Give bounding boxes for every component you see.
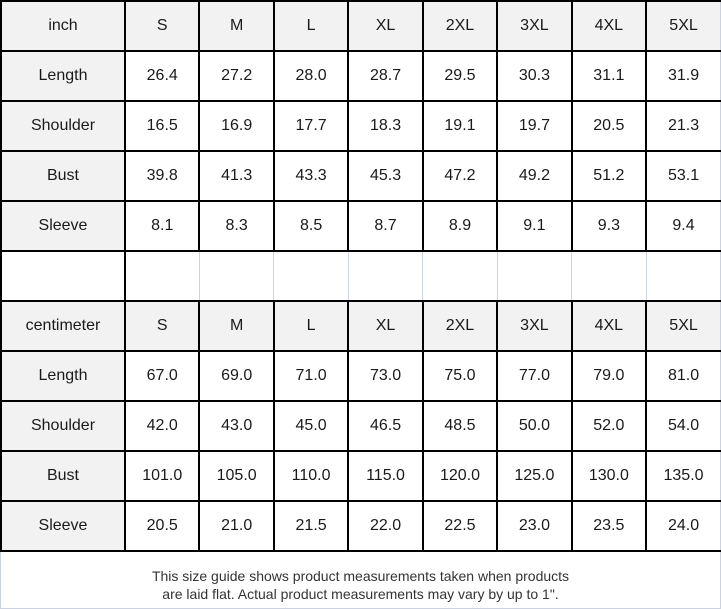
row-label-cell: Sleeve [1, 501, 125, 551]
measurement-cell: 115.0 [348, 451, 422, 501]
measurement-cell: 23.5 [572, 501, 646, 551]
spacer-cell [423, 251, 497, 301]
size-header-cell: 5XL [646, 301, 720, 351]
measurement-cell: 31.9 [646, 51, 720, 101]
measurement-cell: 54.0 [646, 401, 720, 451]
measurement-cell: 51.2 [572, 151, 646, 201]
measurement-cell: 48.5 [423, 401, 497, 451]
size-header-cell: S [125, 301, 199, 351]
size-header-cell: XL [348, 301, 422, 351]
measurement-cell: 8.5 [274, 201, 348, 251]
size-header-cell: 3XL [497, 1, 571, 51]
table-row [1, 501, 721, 551]
measurement-cell: 46.5 [348, 401, 422, 451]
spacer-cell [1, 251, 125, 301]
measurement-cell: 43.0 [199, 401, 273, 451]
unit-label-cell: centimeter [1, 301, 125, 351]
table-row [1, 351, 721, 401]
measurement-cell: 21.0 [199, 501, 273, 551]
size-header-cell: 5XL [646, 1, 720, 51]
size-header-cell: M [199, 1, 273, 51]
measurement-cell: 67.0 [125, 351, 199, 401]
measurement-cell: 16.9 [199, 101, 273, 151]
measurement-cell: 47.2 [423, 151, 497, 201]
measurement-cell: 9.3 [572, 201, 646, 251]
spacer-cell [199, 251, 273, 301]
measurement-cell: 9.1 [497, 201, 571, 251]
measurement-cell: 8.7 [348, 201, 422, 251]
row-label-cell: Bust [1, 151, 125, 201]
measurement-cell: 27.2 [199, 51, 273, 101]
measurement-cell: 77.0 [497, 351, 571, 401]
measurement-cell: 69.0 [199, 351, 273, 401]
measurement-cell: 20.5 [572, 101, 646, 151]
measurement-cell: 24.0 [646, 501, 720, 551]
disclaimer-line-2: are laid flat. Actual product measurements may vary by up to 1". [162, 586, 559, 602]
row-label-cell: Length [1, 351, 125, 401]
table-row [1, 151, 721, 201]
spacer-cell [572, 251, 646, 301]
spacer-row [1, 251, 721, 301]
table-row [1, 101, 721, 151]
measurement-cell: 22.5 [423, 501, 497, 551]
measurement-cell: 21.3 [646, 101, 720, 151]
measurement-cell: 101.0 [125, 451, 199, 501]
measurement-cell: 16.5 [125, 101, 199, 151]
size-header-cell: 3XL [497, 301, 571, 351]
measurement-cell: 130.0 [572, 451, 646, 501]
row-label-cell: Shoulder [1, 401, 125, 451]
measurement-cell: 19.7 [497, 101, 571, 151]
measurement-cell: 29.5 [423, 51, 497, 101]
measurement-cell: 8.1 [125, 201, 199, 251]
size-header-cell: 4XL [572, 301, 646, 351]
spacer-cell [274, 251, 348, 301]
row-label-cell: Sleeve [1, 201, 125, 251]
measurement-cell: 49.2 [497, 151, 571, 201]
measurement-cell: 45.3 [348, 151, 422, 201]
size-header-cell: S [125, 1, 199, 51]
spacer-cell [348, 251, 422, 301]
measurement-cell: 53.1 [646, 151, 720, 201]
measurement-cell: 71.0 [274, 351, 348, 401]
row-label-cell: Length [1, 51, 125, 101]
measurement-cell: 9.4 [646, 201, 720, 251]
measurement-cell: 45.0 [274, 401, 348, 451]
row-label-cell: Bust [1, 451, 125, 501]
measurement-cell: 23.0 [497, 501, 571, 551]
measurement-cell: 28.7 [348, 51, 422, 101]
measurement-cell: 50.0 [497, 401, 571, 451]
size-guide-disclaimer [0, 552, 721, 609]
size-header-cell: 2XL [423, 301, 497, 351]
table-row [1, 51, 721, 101]
measurement-cell: 28.0 [274, 51, 348, 101]
measurement-cell: 21.5 [274, 501, 348, 551]
measurement-cell: 110.0 [274, 451, 348, 501]
measurement-cell: 120.0 [423, 451, 497, 501]
measurement-cell: 125.0 [497, 451, 571, 501]
measurement-cell: 8.3 [199, 201, 273, 251]
measurement-cell: 73.0 [348, 351, 422, 401]
size-header-cell: 4XL [572, 1, 646, 51]
measurement-cell: 26.4 [125, 51, 199, 101]
measurement-cell: 31.1 [572, 51, 646, 101]
table-row [1, 201, 721, 251]
measurement-cell: 75.0 [423, 351, 497, 401]
size-header-cell: 2XL [423, 1, 497, 51]
measurement-cell: 8.9 [423, 201, 497, 251]
size-header-cell: L [274, 301, 348, 351]
measurement-cell: 18.3 [348, 101, 422, 151]
size-header-cell: L [274, 1, 348, 51]
measurement-cell: 20.5 [125, 501, 199, 551]
measurement-cell: 41.3 [199, 151, 273, 201]
measurement-cell: 17.7 [274, 101, 348, 151]
measurement-cell: 79.0 [572, 351, 646, 401]
measurement-cell: 30.3 [497, 51, 571, 101]
inch-header-row [1, 1, 721, 51]
size-header-cell: XL [348, 1, 422, 51]
measurement-cell: 43.3 [274, 151, 348, 201]
measurement-cell: 42.0 [125, 401, 199, 451]
measurement-cell: 81.0 [646, 351, 720, 401]
measurement-cell: 52.0 [572, 401, 646, 451]
measurement-cell: 19.1 [423, 101, 497, 151]
spacer-cell [646, 251, 720, 301]
measurement-cell: 135.0 [646, 451, 720, 501]
spacer-cell [125, 251, 199, 301]
row-label-cell: Shoulder [1, 101, 125, 151]
table-row [1, 401, 721, 451]
centimeter-header-row [1, 301, 721, 351]
size-header-cell: M [199, 301, 273, 351]
measurement-cell: 22.0 [348, 501, 422, 551]
table-row [1, 451, 721, 501]
disclaimer-line-1: This size guide shows product measurements taken when products [151, 568, 570, 584]
spacer-cell [497, 251, 571, 301]
measurement-cell: 105.0 [199, 451, 273, 501]
measurement-cell: 39.8 [125, 151, 199, 201]
unit-label-cell: inch [1, 1, 125, 51]
